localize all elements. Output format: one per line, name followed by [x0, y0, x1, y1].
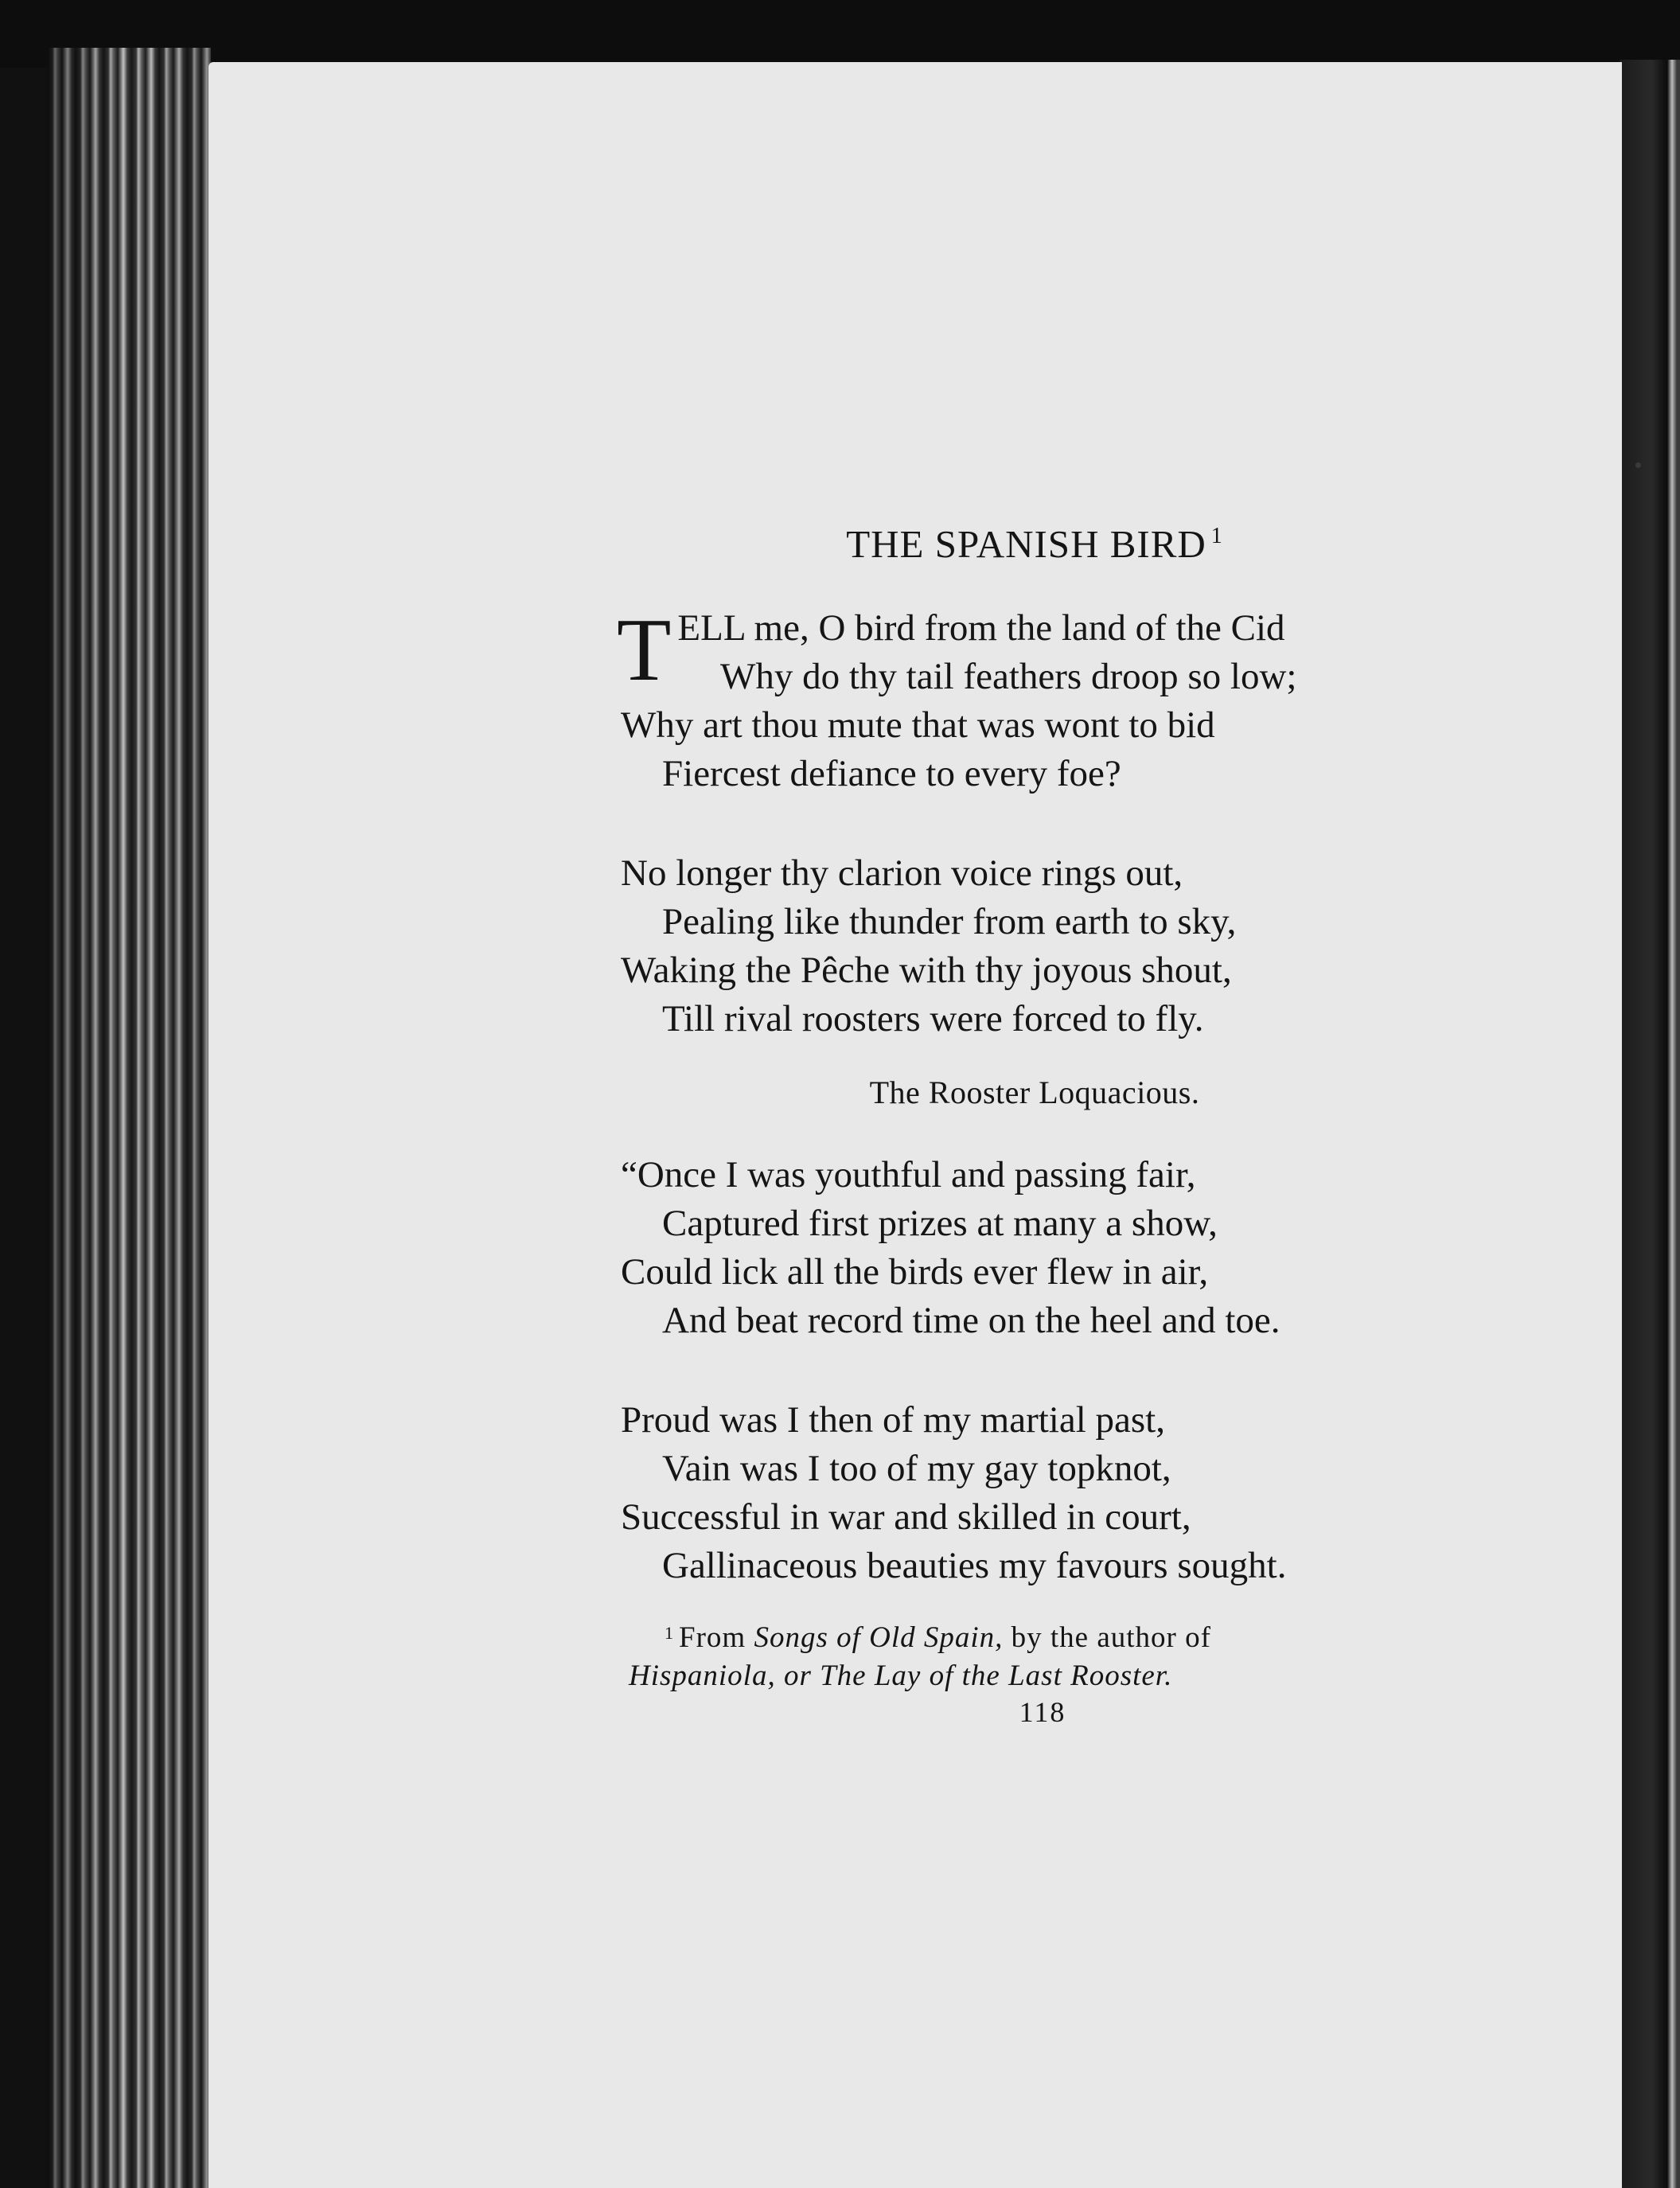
- footnote-book-title: Songs of Old Spain,: [754, 1621, 1004, 1654]
- footnote-line-1: [629, 1614, 1440, 1657]
- drop-cap: T: [617, 600, 672, 700]
- stanza-3-line-3: Could lick all the birds ever flew in air,: [621, 1250, 1209, 1293]
- scan-top-border: [0, 0, 1680, 68]
- stanza-1: [617, 600, 1440, 798]
- stanza-3-line-2: Captured first prizes at many a show,: [662, 1202, 1218, 1244]
- poem-title: [621, 521, 1440, 568]
- book-page-edges: [48, 48, 211, 2188]
- footnote-middle: by the author of: [1011, 1621, 1211, 1654]
- stanza-4-line-1: Proud was I then of my martial past,: [621, 1398, 1165, 1441]
- section-subheading: The Rooster Loquacious.: [869, 1074, 1200, 1110]
- stanza-2: [621, 849, 1440, 1043]
- footnote: [621, 1614, 1440, 1695]
- page-content: [617, 509, 1440, 1729]
- footnote-marker: 1: [665, 1622, 674, 1643]
- stanza-1-line-4: Fiercest defiance to every foe?: [662, 752, 1121, 794]
- stanza-3-line-1: “Once I was youthful and passing fair,: [621, 1153, 1196, 1195]
- book-right-edge: [1620, 60, 1680, 2188]
- stanza-3: [621, 1151, 1440, 1345]
- stanza-2-line-4: Till rival roosters were forced to fly.: [662, 997, 1204, 1039]
- stanza-1-line-3: Why art thou mute that was wont to bid: [621, 704, 1215, 746]
- title-footnote-marker: 1: [1210, 524, 1223, 548]
- poem-title-text: THE SPANISH BIRD: [846, 522, 1206, 566]
- stanza-4-line-3: Successful in war and skilled in court,: [621, 1496, 1191, 1538]
- book-edge-shadow: [48, 48, 211, 2188]
- stanza-2-line-1: No longer thy clarion voice rings out,: [621, 852, 1183, 894]
- stanza-2-line-3: Waking the Pêche with thy joyous shout,: [621, 949, 1232, 991]
- footnote-line-2: Hispaniola, or The Lay of the Last Rooster.: [629, 1659, 1173, 1692]
- stanza-4-line-2: Vain was I too of my gay topknot,: [662, 1447, 1171, 1489]
- stanza-4: [621, 1396, 1440, 1590]
- stanza-1-line-2: Why do thy tail feathers droop so low;: [720, 655, 1297, 697]
- ink-speck: [1635, 462, 1641, 468]
- stanza-4-line-4: Gallinaceous beauties my favours sought.: [662, 1544, 1287, 1586]
- stanza-3-line-4: And beat record time on the heel and toe.: [662, 1299, 1280, 1341]
- stanza-2-line-2: Pealing like thunder from earth to sky,: [662, 900, 1237, 942]
- page-number: 118: [1019, 1695, 1066, 1728]
- stanza-1-line-1-text: ELL me, O bird from the land of the Cid: [677, 606, 1285, 649]
- footnote-prefix: From: [679, 1621, 746, 1654]
